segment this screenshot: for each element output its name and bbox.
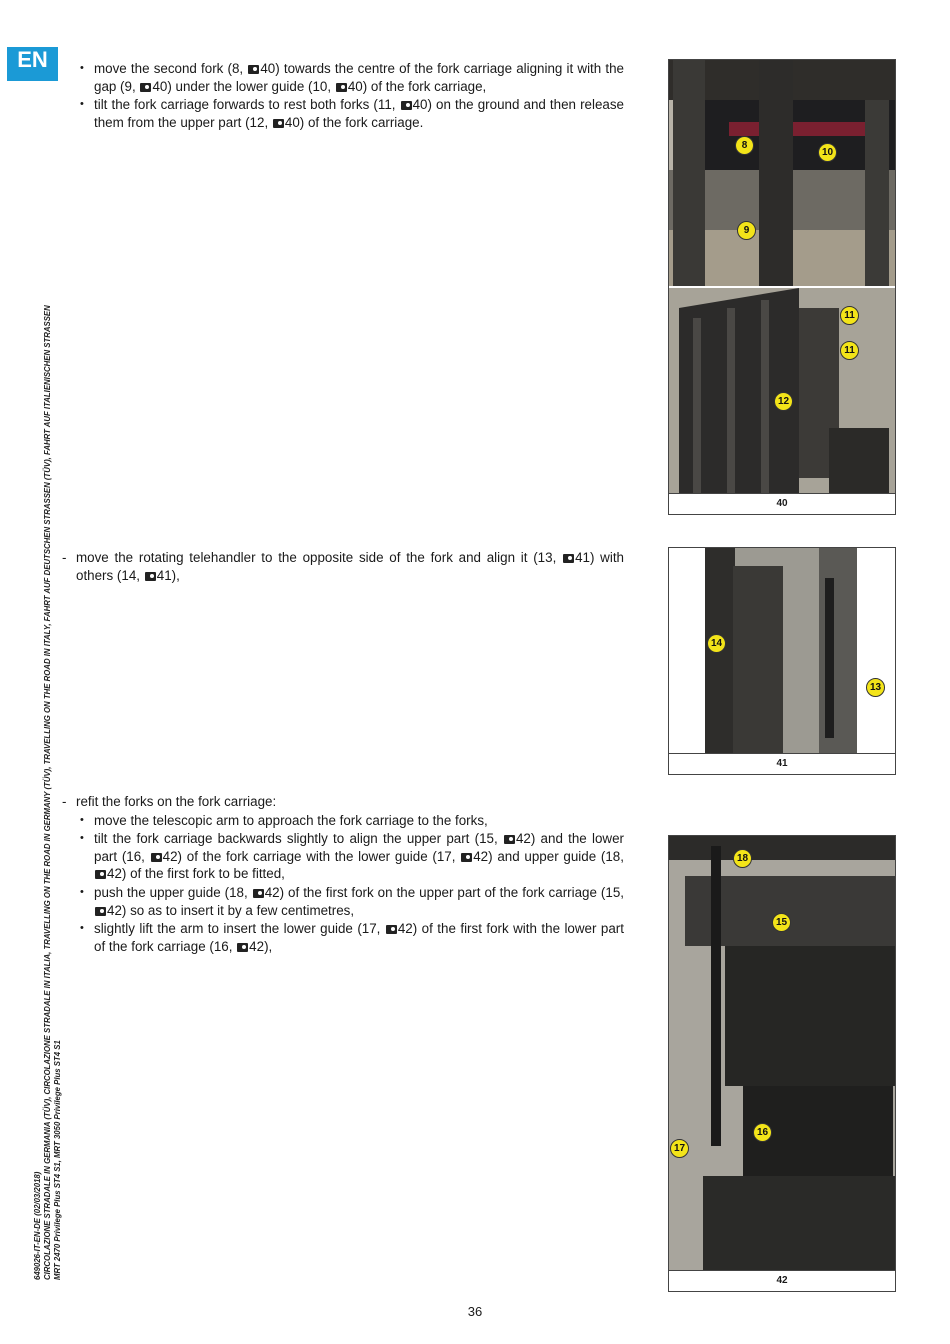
figure-41 <box>668 547 896 775</box>
callout-18: 18 <box>733 849 752 868</box>
side-doc-code: 649026-IT-EN-DE (02/03/2018) <box>33 1171 42 1280</box>
camera-reference-icon <box>151 853 162 862</box>
figure-caption: 42 <box>669 1270 895 1291</box>
figure-caption: 40 <box>669 493 895 514</box>
forks-on-ground-illustration <box>669 288 895 493</box>
fork-alignment-illustration <box>669 60 895 286</box>
list-item: • move the second fork (8, 40) towards the centre of the fork carriage aligning it with the gap (9, 40) under the lower guide (10, 40) of the fork carriage, <box>62 60 624 95</box>
figure-42 <box>668 835 896 1292</box>
figure-caption: 41 <box>669 753 895 774</box>
align-forks-illustration <box>669 548 895 753</box>
camera-reference-icon <box>461 853 472 862</box>
photo-refit-forks <box>669 836 895 1270</box>
side-footer <box>0 0 66 1344</box>
callout-13: 13 <box>866 678 885 697</box>
callout-16: 16 <box>753 1123 772 1142</box>
section-2 <box>62 549 624 585</box>
camera-reference-icon <box>273 119 284 128</box>
list-item: • tilt the fork carriage forwards to rest both forks (11, 40) on the ground and then release them from the upper part (12, 40) of the fork carriage. <box>62 96 624 131</box>
callout-11: 11 <box>840 341 859 360</box>
callout-12: 12 <box>774 392 793 411</box>
list-item: - move the rotating telehandler to the opposite side of the fork and align it (13, 41) with others (14, 41), <box>62 549 624 584</box>
side-models: MRT 2470 Privilege Plus ST4 S1, MRT 3050 Privilege Plus ST4 S1 <box>53 1040 62 1280</box>
camera-reference-icon <box>140 83 151 92</box>
side-topics: CIRCOLAZIONE STRADALE IN GERMANIA (TÜV), CIRCOLAZIONE STRADALE IN ITALIA, TRAVELLING ON THE ROAD IN GERMANY (TÜV), TRAVELLING ON THE ROAD IN ITALY, FAHRT AUF DEUTSCHEN STRASSEN (TÜV), FAHRT AUF ITALIENISCHEN STRASSEN <box>43 305 52 1280</box>
figure-40 <box>668 59 896 515</box>
list-item: - refit the forks on the fork carriage: <box>62 793 624 811</box>
photo-fork-alignment <box>669 60 895 286</box>
camera-reference-icon <box>386 925 397 934</box>
list-item: • move the telescopic arm to approach the fork carriage to the forks, <box>62 812 624 830</box>
camera-reference-icon <box>145 572 156 581</box>
callout-17: 17 <box>670 1139 689 1158</box>
refit-forks-illustration <box>669 836 895 1270</box>
camera-reference-icon <box>95 907 106 916</box>
page-number: 36 <box>467 1304 483 1319</box>
callout-15: 15 <box>772 913 791 932</box>
callout-9: 9 <box>737 221 756 240</box>
callout-10: 10 <box>818 143 837 162</box>
camera-reference-icon <box>336 83 347 92</box>
camera-reference-icon <box>253 889 264 898</box>
photo-align-forks <box>669 548 895 753</box>
camera-reference-icon <box>504 835 515 844</box>
camera-reference-icon <box>95 870 106 879</box>
camera-reference-icon <box>563 554 574 563</box>
section-1 <box>62 60 624 132</box>
list-item: • tilt the fork carriage backwards slightly to align the upper part (15, 42) and the lower part (16, 42) of the fork carriage with the lower guide (17, 42) and upper guide (18, 42) of the first fork to be fitted, <box>62 830 624 883</box>
list-item: • push the upper guide (18, 42) of the first fork on the upper part of the fork carriage (15, 42) so as to insert it by a few centimetres, <box>62 884 624 919</box>
callout-14: 14 <box>707 634 726 653</box>
camera-reference-icon <box>248 65 259 74</box>
list-item: • slightly lift the arm to insert the lower guide (17, 42) of the first fork with the lower part of the fork carriage (16, 42), <box>62 920 624 955</box>
callout-8: 8 <box>735 136 754 155</box>
photo-forks-on-ground <box>669 286 895 493</box>
language-tab: EN <box>7 47 58 81</box>
camera-reference-icon <box>401 101 412 110</box>
callout-11: 11 <box>840 306 859 325</box>
camera-reference-icon <box>237 943 248 952</box>
section-3 <box>62 793 624 956</box>
